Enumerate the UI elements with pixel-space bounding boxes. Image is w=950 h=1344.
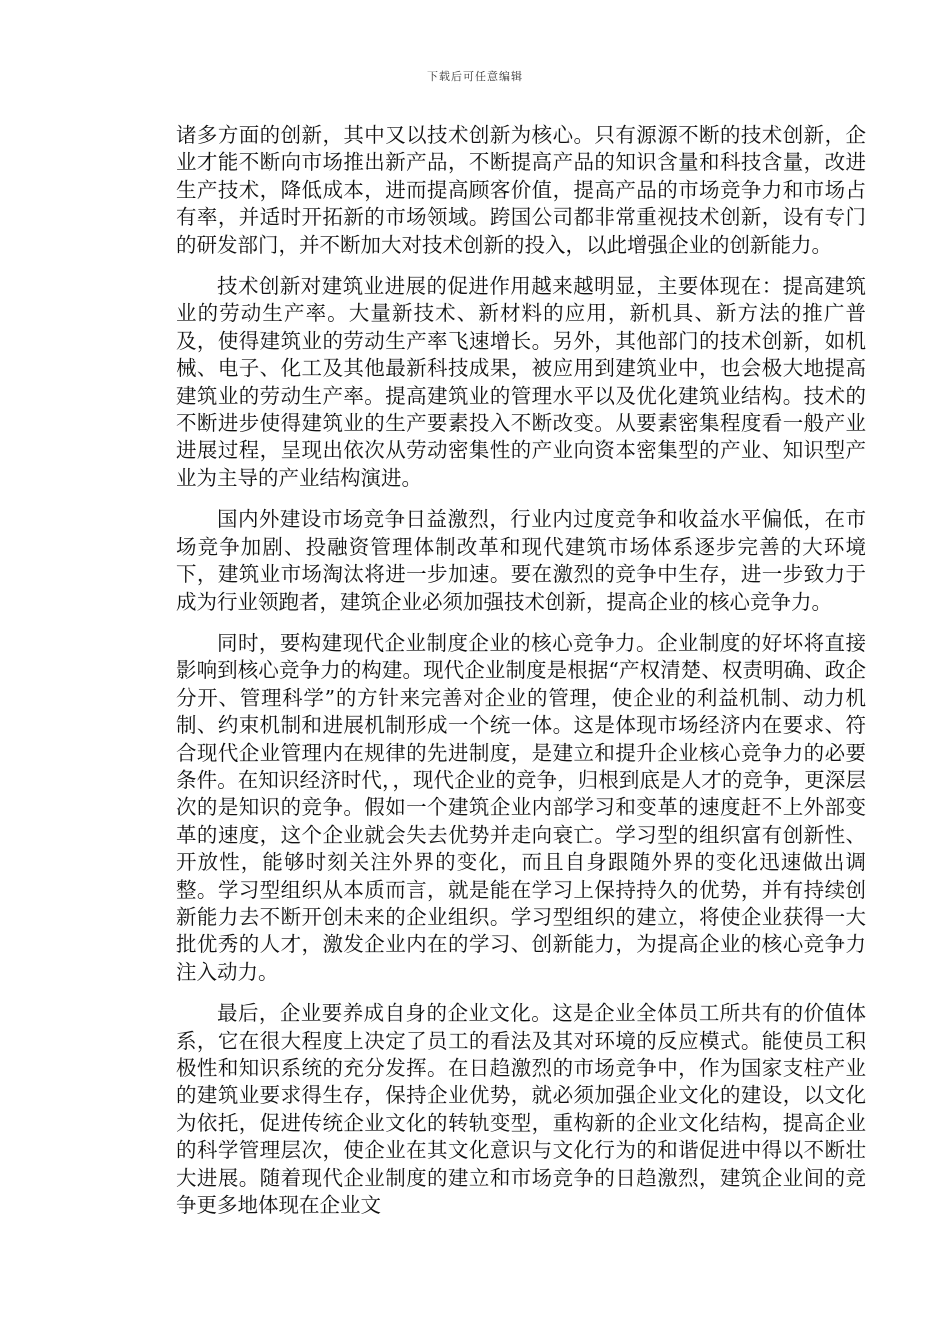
paragraph-4: 同时，要构建现代企业制度企业的核心竞争力。企业制度的好坏将直接影响到核心竞争力的构建。现代企业制度是根据“产权清楚、权责明确、政企分开、管理科学”的方针来完善对企业的管理，使企业的利益机制、动力机制、约束机制和进展机制形成一个统一体。这是体现市场经济内在要求、符合现代企业管理内在规律的先进制度，是建立和提升企业核心竞争力的必要条件。在知识经济时代，，现代企业的竞争，归根到底是人才的竞争，更深层次的是知识的竞争。假如一个建筑企业内部学习和变革的速度赶不上外部变革的速度，这个企业就会失去优势并走向衰亡。学习型的组织富有创新性、开放性，能够时刻关注外界的变化，而且自身跟随外界的变化迅速做出调整。学习型组织从本质而言，就是能在学习上保持持久的优势，并有持续创新能力去不断开创未来的企业组织。学习型组织的建立，将使企业获得一大批优秀的人才，激发企业内在的学习、创新能力，为提高企业的核心竞争力注入动力。 bbox=[176, 630, 866, 984]
document-body bbox=[176, 122, 866, 1233]
page-header-note: 下载后可任意编辑 bbox=[427, 70, 523, 83]
paragraph-2: 技术创新对建筑业进展的促进作用越来越明显，主要体现在：提高建筑业的劳动生产率。大量新技术、新材料的应用，新机具、新方法的推广普及，使得建筑业的劳动生产率飞速增长。另外，其他部门的技术创新，如机械、电子、化工及其他最新科技成果，被应用到建筑业中，也会极大地提高建筑业的劳动生产率。提高建筑业的管理水平以及优化建筑业结构。技术的不断进步使得建筑业的生产要素投入不断改变。从要素密集程度看一般产业进展过程，呈现出依次从劳动密集性的产业向资本密集型的产业、知识型产业为主导的产业结构演进。 bbox=[176, 274, 866, 490]
paragraph-5: 最后，企业要养成自身的企业文化。这是企业全体员工所共有的价值体系，它在很大程度上决定了员工的看法及其对环境的反应模式。能使员工积极性和知识系统的充分发挥。在日趋激烈的市场竞争中，作为国家支柱产业的建筑业要求得生存，保持企业优势，就必须加强企业文化的建设，以文化为依托，促进传统企业文化的转轨变型，重构新的企业文化结构，提高企业的科学管理层次，使企业在其文化意识与文化行为的和谐促进中得以不断壮大进展。随着现代企业制度的建立和市场竞争的日趋激烈，建筑企业间的竞争更多地体现在企业文 bbox=[176, 1001, 866, 1218]
paragraph-3: 国内外建设市场竞争日益激烈，行业内过度竞争和收益水平偏低，在市场竞争加剧、投融资管理体制改革和现代建筑市场体系逐步完善的大环境下，建筑业市场淘汰将进一步加速。要在激烈的竞争中生存，进一步致力于成为行业领跑者，建筑企业必须加强技术创新，提高企业的核心竞争力。 bbox=[176, 507, 866, 614]
paragraph-1: 诸多方面的创新，其中又以技术创新为核心。只有源源不断的技术创新，企业才能不断向市场推出新产品，不断提高产品的知识含量和科技含量，改进生产技术，降低成本，进而提高顾客价值，提高产品的市场竞争力和市场占有率，并适时开拓新的市场领域。跨国公司都非常重视技术创新，设有专门的研发部门，并不断加大对技术创新的投入，以此增强企业的创新能力。 bbox=[176, 123, 866, 257]
